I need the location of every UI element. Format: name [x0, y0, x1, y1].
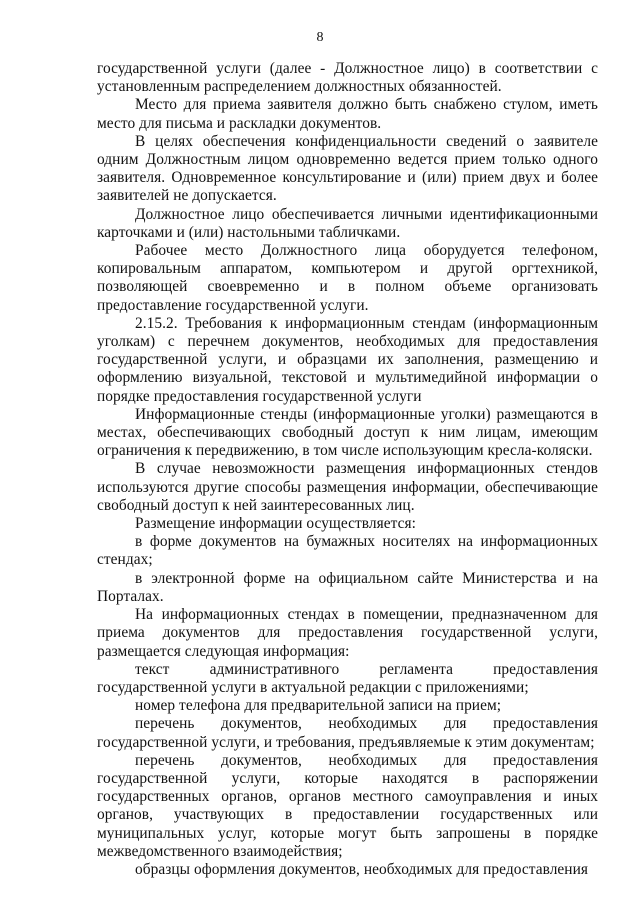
- paragraph-reception-place: Место для приема заявителя должно быть снабжено стулом, иметь место для письма и раскладки документов.: [97, 96, 598, 132]
- paragraph-interagency-documents: перечень документов, необходимых для предоставления государственной услуги, которые находятся в распоряжении государственных органов, органов местного самоуправления и иных органов, участвующих в предоставлении государственных или муниципальных услуг, которые могут быть запрошены в порядке межведомственного взаимодействия;: [97, 751, 598, 860]
- paragraph-phone-number: номер телефона для предварительной записи на прием;: [135, 697, 502, 715]
- paragraph-electronic-form: в электронной форме на официальном сайте Министерства и на Порталах.: [97, 569, 598, 605]
- document-body: [97, 60, 598, 879]
- paragraph-workplace-equipment: Рабочее место Должностного лица оборудуется телефоном, копировальным аппаратом, компьютером и другой оргтехникой, позволяющей своевременно и в полном объеме организовать предоставление государственной услуги.: [97, 242, 598, 314]
- paragraph-alternative-methods: В случае невозможности размещения информационных стендов используются другие способы размещения информации, обеспечивающие свободный доступ к ней заинтересованных лиц.: [97, 460, 598, 514]
- paragraph-stand-info-intro: На информационных стендах в помещении, предназначенном для приема документов для предоставления государственной услуги, размещается следующая информация:: [97, 606, 598, 660]
- paragraph-confidentiality: В целях обеспечения конфиденциальности сведений о заявителе одним Должностным лицом одновременно ведется прием только одного заявителя. Одновременное консультирование и (или) прием двух и более заявителей не допускается.: [97, 132, 598, 205]
- paragraph-paper-form: в форме документов на бумажных носителях на информационных стендах;: [97, 533, 598, 569]
- paragraph-section-2-15-2: 2.15.2. Требования к информационным стендам (информационным уголкам) с перечнем документов, необходимых для предоставления государственной услуги, и образцами их заполнения, размещению и оформлению визуальной, текстовой и мультимедийной информации о порядке предоставления государственной услуги: [97, 314, 598, 405]
- paragraph-continuation: государственной услуги (далее - Должностное лицо) в соответствии с установленным распределением должностных обязанностей.: [97, 60, 598, 96]
- paragraph-info-placement-intro: Размещение информации осуществляется:: [135, 515, 416, 533]
- page-number: 8: [316, 30, 324, 45]
- paragraph-documents-list: перечень документов, необходимых для предоставления государственной услуги, и требования, предъявляемые к этим документам;: [97, 715, 598, 751]
- paragraph-stands-placement: Информационные стенды (информационные уголки) размещаются в местах, обеспечивающих свободный доступ к ним лицам, имеющим ограничения к передвижению, в том числе использующим кресла-коляски.: [97, 405, 598, 460]
- paragraph-id-cards: Должностное лицо обеспечивается личными идентификационными карточками и (или) настольными табличками.: [97, 205, 598, 241]
- paragraph-document-samples: образцы оформления документов, необходимых для предоставления: [135, 860, 589, 878]
- paragraph-regulation-text: текст административного регламента предоставления государственной услуги в актуальной редакции с приложениями;: [97, 660, 598, 696]
